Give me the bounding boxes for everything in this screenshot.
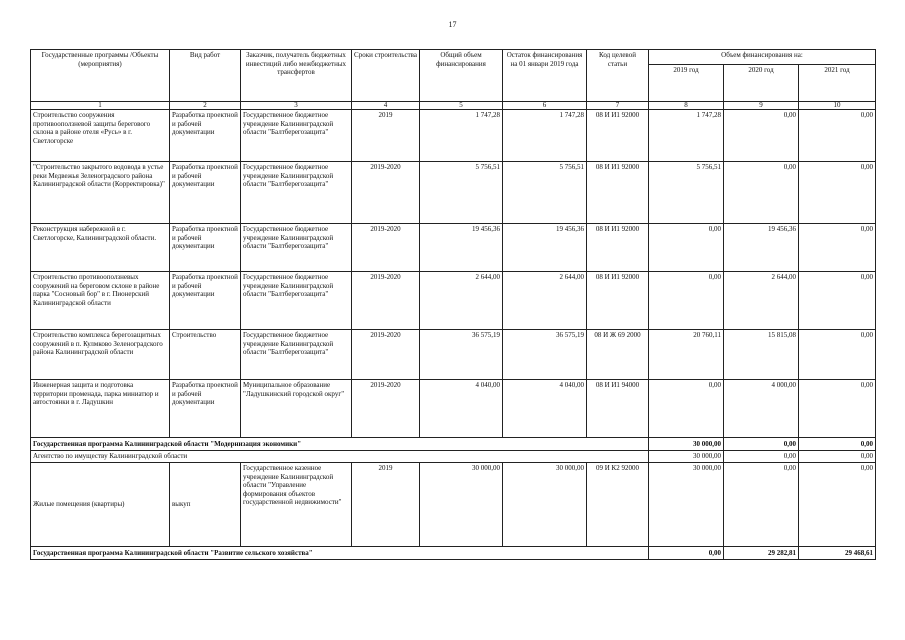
program-row-modernization <box>31 438 876 451</box>
work-type: Разработка проектной и рабочей документации <box>170 224 241 272</box>
work-type: Строительство <box>170 330 241 380</box>
table-row <box>31 224 876 272</box>
financing-table <box>30 49 876 560</box>
customer: Государственное бюджетное учреждение Калининградской области "Балтберегозащита" <box>241 330 352 380</box>
object-name: Строительство сооружения противооползневой защиты берегового склона в районе отеля «Русь» в г. Светлогорске <box>31 110 170 162</box>
amount-2019: 20 760,11 <box>649 330 724 380</box>
agency-label: Агентство по имуществу Калининградской области <box>31 451 649 463</box>
amount-2021: 0,00 <box>799 330 876 380</box>
agency-row <box>31 451 876 463</box>
header-funding: Объем финансирования на: <box>649 50 876 65</box>
amount-2021: 0,00 <box>799 110 876 162</box>
work-type: Разработка проектной и рабочей документации <box>170 162 241 224</box>
amount-2021: 0,00 <box>799 162 876 224</box>
header-remain: Остаток финансирования на 01 январи 2019 года <box>503 50 587 102</box>
object-name: Реконструкция набережной в г. Светлогорске, Калининградской области. <box>31 224 170 272</box>
total: 30 000,00 <box>420 463 503 547</box>
code: 08 И Ж 69 2000 <box>587 330 649 380</box>
remain: 36 575,19 <box>503 330 587 380</box>
remain: 30 000,00 <box>503 463 587 547</box>
amount-2021: 0,00 <box>799 224 876 272</box>
work-type: Разработка проектной и рабочей документации <box>170 380 241 438</box>
amount-2019: 0,00 <box>649 224 724 272</box>
amount-2019: 0,00 <box>649 272 724 330</box>
table-row <box>31 162 876 224</box>
header-row-1 <box>31 50 876 65</box>
amount-2020: 4 000,00 <box>724 380 799 438</box>
amount-2021: 0,00 <box>799 463 876 547</box>
table-row <box>31 463 876 547</box>
header-2020: 2020 год <box>724 65 799 102</box>
program-amount-2021: 29 468,61 <box>799 547 876 560</box>
remain: 4 040,00 <box>503 380 587 438</box>
work-type: Разработка проектной и рабочей документации <box>170 110 241 162</box>
total: 19 456,36 <box>420 224 503 272</box>
code: 08 И И1 92000 <box>587 272 649 330</box>
header-objects: Государственные программы /Объекты (мероприятия) <box>31 50 170 102</box>
remain: 2 644,00 <box>503 272 587 330</box>
table-row <box>31 272 876 330</box>
agency-amount-2020: 0,00 <box>724 451 799 463</box>
column-number: 10 <box>799 102 876 110</box>
code: 08 И И1 92000 <box>587 224 649 272</box>
amount-2020: 2 644,00 <box>724 272 799 330</box>
amount-2021: 0,00 <box>799 380 876 438</box>
object-name: Инженерная защита и подготовка территории променада, парка миниатюр и автостоянки в г. Ладушкин <box>31 380 170 438</box>
term: 2019-2020 <box>352 162 420 224</box>
amount-2019: 5 756,51 <box>649 162 724 224</box>
customer: Муниципальное образование "Ладушкинский городской округ" <box>241 380 352 438</box>
column-number: 3 <box>241 102 352 110</box>
term: 2019 <box>352 110 420 162</box>
table-row <box>31 380 876 438</box>
term: 2019-2020 <box>352 272 420 330</box>
object-name: Строительство противооползневых сооружений на береговом склоне в районе парка "Сосновый бор" в г. Пионерский Калининградской области <box>31 272 170 330</box>
amount-2021: 0,00 <box>799 272 876 330</box>
column-number: 8 <box>649 102 724 110</box>
remain: 5 756,51 <box>503 162 587 224</box>
program-amount-2021: 0,00 <box>799 438 876 451</box>
work-type: выкуп <box>170 463 241 547</box>
customer: Государственное бюджетное учреждение Калининградской области "Балтберегозащита" <box>241 110 352 162</box>
agency-amount-2019: 30 000,00 <box>649 451 724 463</box>
term: 2019-2020 <box>352 224 420 272</box>
amount-2020: 19 456,36 <box>724 224 799 272</box>
agency-amount-2021: 0,00 <box>799 451 876 463</box>
object-name: "Строительство закрытого водовода в устье реки Медвежья Зеленоградского района Калининградской области (Корректировка)" <box>31 162 170 224</box>
remain: 19 456,36 <box>503 224 587 272</box>
column-number: 5 <box>420 102 503 110</box>
header-term: Сроки строительства <box>352 50 420 102</box>
program-amount-2020: 29 282,81 <box>724 547 799 560</box>
total: 36 575,19 <box>420 330 503 380</box>
customer: Государственное казенное учреждение Калининградской области "Управление формирования объектов государственной недвижимости" <box>241 463 352 547</box>
table-row <box>31 110 876 162</box>
code: 09 И К2 92000 <box>587 463 649 547</box>
header-work-type: Вид работ <box>170 50 241 102</box>
total: 1 747,28 <box>420 110 503 162</box>
program-row-agriculture <box>31 547 876 560</box>
total: 5 756,51 <box>420 162 503 224</box>
code: 08 И И1 92000 <box>587 110 649 162</box>
column-number: 1 <box>31 102 170 110</box>
column-number: 2 <box>170 102 241 110</box>
object-name: Строительство комплекса берегозащитных сооружений в п. Кулмково Зеленоградского района Калининградской области <box>31 330 170 380</box>
customer: Государственное бюджетное учреждение Калининградской области "Балтберегозащита" <box>241 162 352 224</box>
header-2021: 2021 год <box>799 65 876 102</box>
column-number-row <box>31 102 876 110</box>
customer: Государственное бюджетное учреждение Калининградской области "Балтберегозащита" <box>241 224 352 272</box>
amount-2020: 0,00 <box>724 463 799 547</box>
customer: Государственное бюджетное учреждение Калининградской области "Балтберегозащита" <box>241 272 352 330</box>
program-label: Государственная программа Калининградской области "Развитие сельского хозяйства" <box>31 547 649 560</box>
term: 2019-2020 <box>352 330 420 380</box>
table-row <box>31 330 876 380</box>
header-2019: 2019 год <box>649 65 724 102</box>
term: 2019 <box>352 463 420 547</box>
code: 08 И И1 92000 <box>587 162 649 224</box>
program-amount-2019: 0,00 <box>649 547 724 560</box>
header-code: Код целевой статьи <box>587 50 649 102</box>
amount-2020: 15 815,08 <box>724 330 799 380</box>
program-label: Государственная программа Калининградской области "Модернизация экономики" <box>31 438 649 451</box>
column-number: 7 <box>587 102 649 110</box>
column-number: 6 <box>503 102 587 110</box>
work-type: Разработка проектной и рабочей документации <box>170 272 241 330</box>
column-number: 4 <box>352 102 420 110</box>
page-number: 17 <box>448 20 457 29</box>
amount-2020: 0,00 <box>724 162 799 224</box>
column-number: 9 <box>724 102 799 110</box>
total: 2 644,00 <box>420 272 503 330</box>
amount-2020: 0,00 <box>724 110 799 162</box>
program-amount-2020: 0,00 <box>724 438 799 451</box>
term: 2019-2020 <box>352 380 420 438</box>
amount-2019: 1 747,28 <box>649 110 724 162</box>
header-total: Общий объем финансирования <box>420 50 503 102</box>
object-name: Жилые помещения (квартиры) <box>31 463 170 547</box>
header-customer: Заказчик, получатель бюджетных инвестиций либо межбюджетных трансфертов <box>241 50 352 102</box>
amount-2019: 30 000,00 <box>649 463 724 547</box>
total: 4 040,00 <box>420 380 503 438</box>
code: 08 И И1 94000 <box>587 380 649 438</box>
program-amount-2019: 30 000,00 <box>649 438 724 451</box>
amount-2019: 0,00 <box>649 380 724 438</box>
remain: 1 747,28 <box>503 110 587 162</box>
